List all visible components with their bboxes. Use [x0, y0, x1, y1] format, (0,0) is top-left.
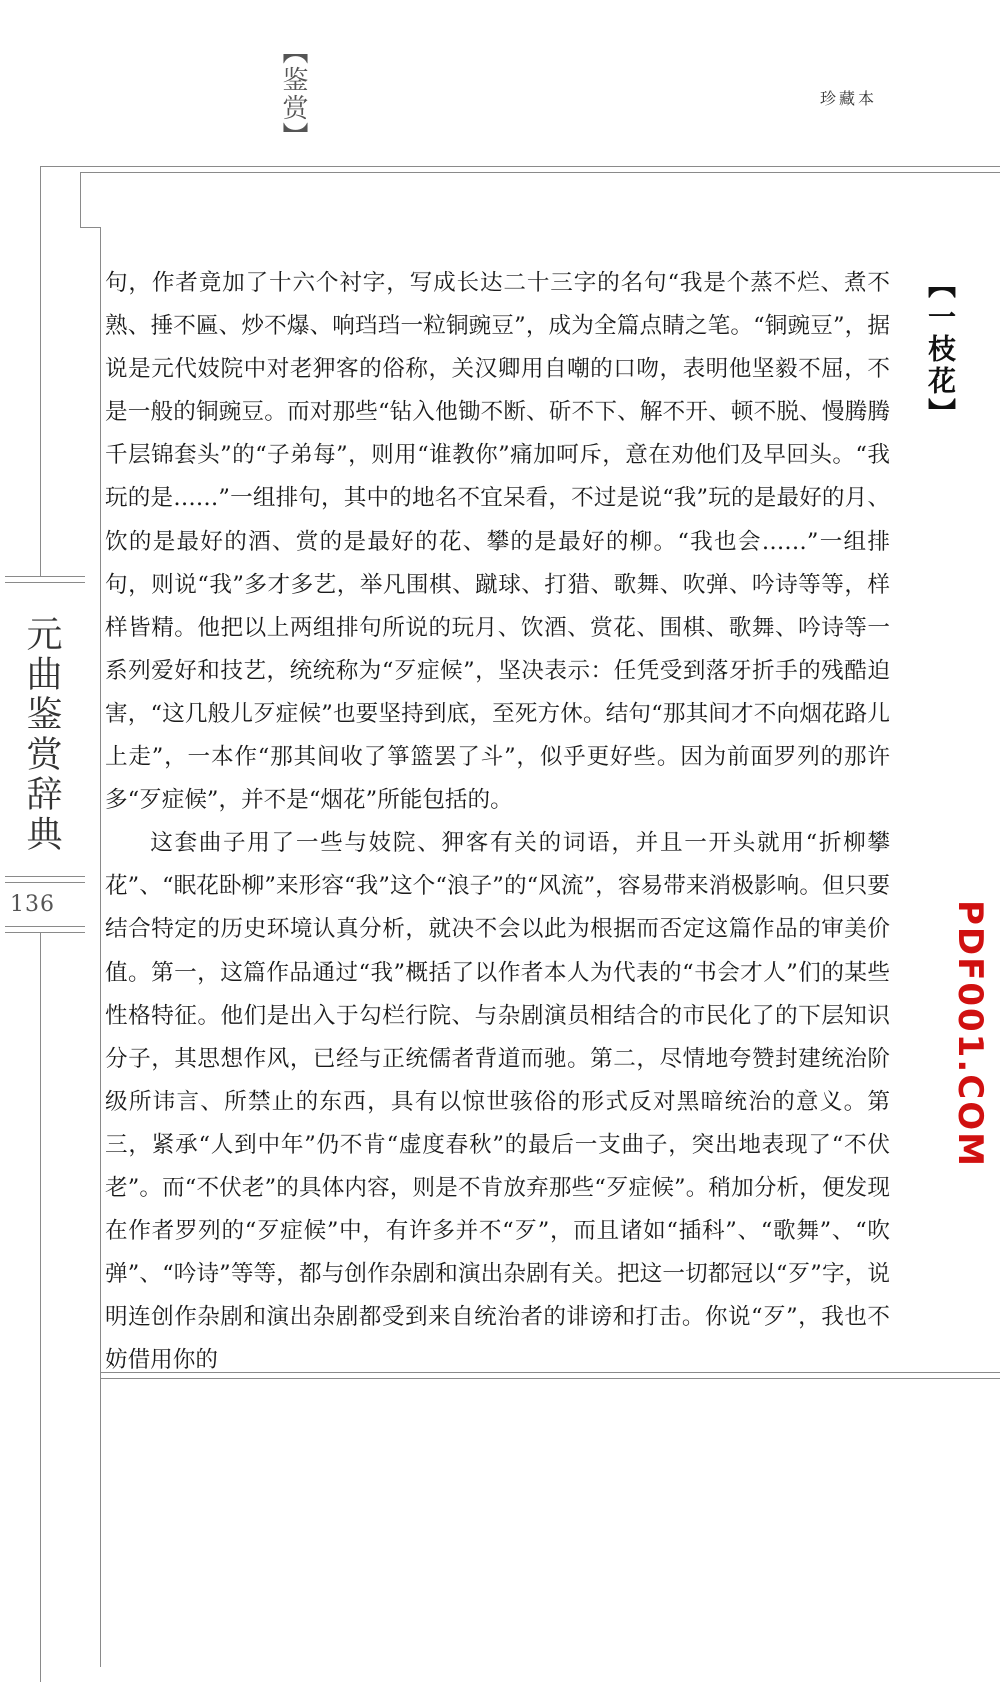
sidebar-rule-low2	[5, 932, 85, 933]
section-title-tab: 【一枝花】	[924, 270, 957, 430]
sidebar-rule-top	[5, 576, 85, 577]
frame-left-inner	[80, 172, 81, 227]
frame-left-step-v	[100, 227, 101, 1667]
book-title: 元曲鉴赏辞典	[21, 615, 62, 855]
section-tab: 【鉴赏】	[278, 38, 308, 150]
frame-left-step	[80, 227, 100, 228]
paragraph: 句，作者竟加了十六个衬字，写成长达二十三字的名句“我是个蒸不烂、煮不熟、捶不匾、炒不爆、响珰珰一粒铜豌豆”，成为全篇点睛之笔。“铜豌豆”，据说是元代妓院中对老狎客的俗称，关汉卿用自嘲的口吻，表明他坚毅不屈，不是一般的铜豌豆。而对那些“钻入他锄不断、斫不下、解不开、顿不脱、慢腾腾千层锦套头”的“子弟每”，则用“谁教你”痛加呵斥，意在劝他们及早回头。“我玩的是……”一组排句，其中的地名不宜呆看，不过是说“我”玩的是最好的月、饮的是最好的酒、赏的是最好的花、攀的是最好的柳。“我也会……”一组排句，则说“我”多才多艺，举凡围棋、蹴球、打猎、歌舞、吹弹、吟诗等等，样样皆精。他把以上两组排句所说的玩月、饮酒、赏花、围棋、歌舞、吟诗等一系列爱好和技艺，统统称为“歹症候”，坚决表示：任凭受到落牙折手的残酷迫害，“这几般儿歹症候”也要坚持到底，至死方休。结句“那其间才不向烟花路儿上走”，一本作“那其间收了箏篮罢了斗”，似乎更好些。因为前面罗列的那许多“歹症候”，并不是“烟花”所能包括的。	[105, 270, 890, 814]
frame-top-left	[40, 166, 82, 167]
watermark: PDF001.COM	[950, 900, 990, 1168]
sidebar-vert	[40, 932, 41, 1682]
edition-label: 珍藏本	[820, 89, 878, 108]
paragraph: 这套曲子用了一些与妓院、狎客有关的词语，并且一开头就用“折柳攀花”、“眠花卧柳”来形容“我”这个“浪子”的“风流”，容易带来消极影响。但只要结合特定的历史环境认真分析，就决不会以此为根据而否定这篇作品的审美价值。第一，这篇作品通过“我”概括了以作者本人为代表的“书会才人”们的某些性格特征。他们是出入于勾栏行院、与杂剧演员相结合的市民化了的下层知识分子，其思想作风，已经与正统儒者背道而驰。第二，尽情地夸赞封建统治阶级所讳言、所禁止的东西，具有以惊世骇俗的形式反对黑暗统治的意义。第三，紧承“人到中年”仍不肯“虚度春秋”的最后一支曲子，突出地表现了“不伏老”。而“不伏老”的具体内容，则是不肯放弃那些“歹症候”。稍加分析，便发现在作者罗列的“歹症候”中，有许多并不“歹”，而且诸如“插科”、“歌舞”、“吹弹”、“吟诗”等等，都与创作杂剧和演出杂剧有关。把这一切都冠以“歹”字，说明连创作杂剧和演出杂剧都受到来自统治者的诽谤和打击。你说“歹”，我也不妨借用你的	[105, 830, 890, 1374]
header-rule-inner	[80, 172, 1000, 173]
sidebar-rule-low	[5, 926, 85, 927]
sidebar-rule-top2	[5, 582, 85, 583]
header-rule	[80, 166, 1000, 167]
sidebar-rule-mid2	[5, 882, 85, 883]
page-number: 136	[10, 892, 55, 917]
sidebar-rule-mid	[5, 876, 85, 877]
frame-left-outer	[40, 166, 41, 576]
body-text	[105, 262, 890, 1382]
